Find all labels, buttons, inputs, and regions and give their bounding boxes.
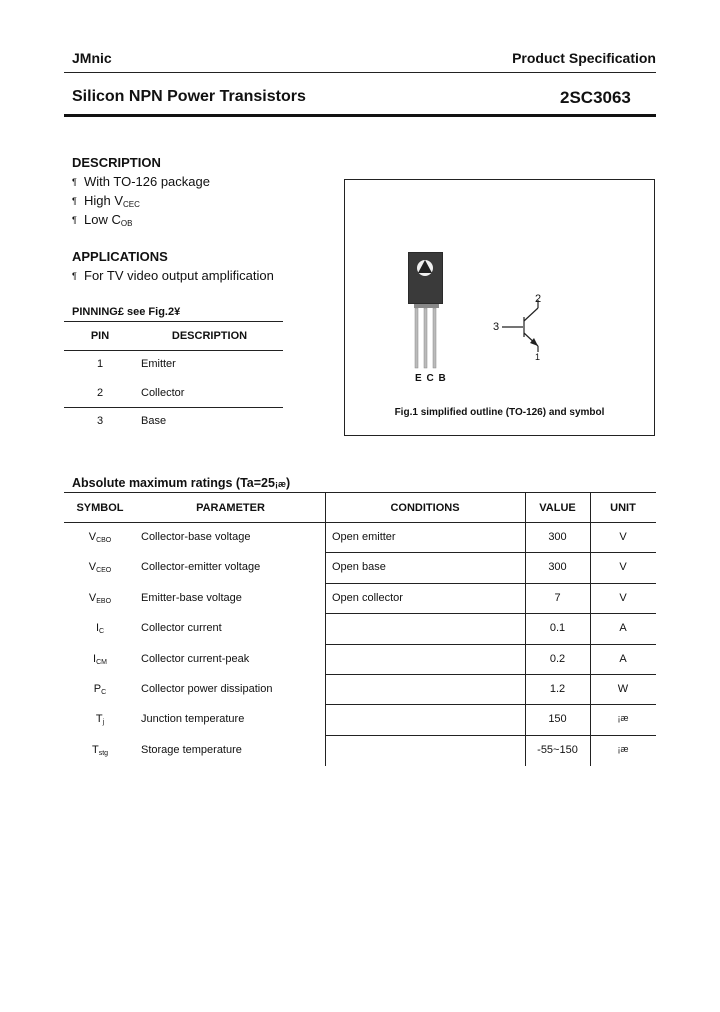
symbol-letter: P [93, 683, 102, 695]
unit-cell: W [617, 683, 629, 695]
parameter-cell: Collector current [141, 622, 222, 635]
table-row-rule [325, 552, 656, 553]
table-rule-top [64, 492, 656, 493]
doc-type: Product Specification [512, 50, 656, 66]
symbol-subscript: C [99, 628, 105, 636]
description-item: ¶ High $V_{CEC}$ [72, 193, 140, 209]
symbol-letter: T [91, 743, 99, 756]
symbol-letter: I [93, 652, 97, 665]
table-row-rule [325, 583, 656, 584]
table-row-rule [325, 704, 656, 705]
pin-description: Collector [141, 387, 185, 399]
pin-number: 3 [96, 415, 104, 427]
pin-description: Emitter [141, 358, 176, 370]
value-cell: 150 [548, 713, 567, 726]
conditions-column-header: CONDITIONS [390, 502, 460, 514]
unit-cell: ¡æ [617, 743, 629, 754]
pin-number: 2 [96, 387, 104, 399]
applications-heading: APPLICATIONS [72, 249, 168, 264]
ratings-table [64, 492, 656, 766]
value-column-header: VALUE [539, 502, 576, 514]
part-number: 2SC3063 [560, 88, 631, 107]
symbol-letter: V [88, 531, 97, 543]
pinning-rule-mid [64, 350, 283, 351]
symbol-subscript: j [102, 719, 105, 727]
symbol-letter: I [95, 622, 99, 635]
table-row-rule [325, 644, 656, 645]
table-row-rule [325, 735, 656, 736]
symbol-cell [64, 592, 136, 605]
symbol-pin-2-label: 2 [535, 293, 542, 305]
pin-description-column-header: DESCRIPTION [171, 330, 248, 342]
table-rule-header [64, 522, 656, 523]
figure-box [344, 179, 655, 436]
pinning-heading: PINNING£ see Fig.2¥ [72, 306, 181, 318]
value-cell: -55~150 [537, 743, 578, 756]
parameter-cell: Emitter-base voltage [141, 591, 242, 604]
unit-column-header: UNIT [610, 502, 636, 514]
conditions-cell: Open emitter [332, 531, 396, 543]
parameter-cell: Junction temperature [141, 713, 245, 726]
symbol-column-header: SYMBOL [76, 502, 124, 514]
unit-cell: ¡æ [617, 713, 629, 724]
symbol-letter: V [88, 591, 97, 604]
npn-transistor-symbol-icon [502, 300, 538, 352]
table-col-divider [325, 492, 326, 766]
header-rule [64, 72, 656, 73]
conditions-cell: Open collector [332, 591, 403, 604]
bullet-marker: ¶ [72, 215, 77, 225]
value-cell: 7 [554, 591, 561, 604]
page-title: Silicon NPN Power Transistors [72, 88, 306, 105]
parameter-cell: Collector power dissipation [141, 683, 273, 695]
symbol-cell [64, 653, 136, 666]
parameter-cell: Collector-emitter voltage [141, 561, 261, 574]
unit-cell: V [619, 561, 627, 574]
pin-description: Base [141, 415, 167, 427]
value-cell: 300 [548, 561, 567, 574]
table-row-rule [325, 674, 656, 675]
package-and-symbol-drawing [345, 180, 654, 435]
bullet-marker: ¶ [72, 271, 77, 281]
symbol-subscript: CM [96, 658, 107, 666]
title-rule [64, 114, 656, 117]
unit-cell: A [619, 622, 627, 635]
parameter-column-header: PARAMETER [196, 502, 265, 514]
unit-cell: V [619, 591, 627, 604]
bullet-marker: ¶ [72, 196, 77, 206]
value-cell: 0.2 [549, 652, 566, 665]
bullet-marker: ¶ [72, 177, 77, 187]
value-cell: 300 [548, 531, 567, 543]
symbol-subscript: CBO [96, 537, 112, 544]
symbol-cell [64, 531, 136, 544]
description-item: ¶ Low $C_{OB}$ [72, 212, 133, 228]
symbol-subscript: C [101, 689, 107, 696]
symbol-cell [64, 713, 136, 726]
symbol-cell [64, 622, 136, 635]
pin-column-header: PIN [90, 330, 110, 342]
value-cell: 0.1 [549, 622, 566, 635]
value-cell: 1.2 [549, 683, 566, 695]
symbol-letter: V [88, 561, 97, 574]
description-item: ¶ With TO-126 package [72, 174, 210, 189]
to126-package-icon [408, 252, 443, 368]
unit-cell: V [619, 531, 627, 543]
lead-labels: E C B [415, 373, 447, 384]
symbol-subscript: stg [98, 749, 109, 757]
parameter-cell: Collector-base voltage [141, 531, 251, 543]
conditions-cell: Open base [332, 561, 386, 574]
pinning-rule-top [64, 321, 283, 322]
table-row-rule [325, 613, 656, 614]
symbol-letter: T [95, 713, 103, 726]
symbol-subscript: CEO [96, 567, 112, 575]
symbol-cell [64, 744, 136, 757]
symbol-subscript: EBO [96, 597, 112, 605]
symbol-pin-1-label: 1 [535, 352, 541, 362]
pinning-rule-row [64, 407, 283, 408]
description-heading: DESCRIPTION [72, 155, 161, 170]
symbol-cell [64, 683, 136, 696]
applications-item: ¶ For TV video output amplification [72, 268, 274, 283]
parameter-cell: Storage temperature [141, 743, 242, 756]
company-name: JMnic [72, 50, 112, 66]
figure-caption: Fig.1 simplified outline (TO-126) and symbol [394, 407, 605, 418]
symbol-cell [64, 561, 136, 574]
parameter-cell: Collector current-peak [141, 652, 250, 665]
symbol-pin-3-label: 3 [493, 321, 500, 333]
ratings-heading: Absolute maximum ratings (Ta=25¡æ) [72, 476, 291, 490]
unit-cell: A [619, 652, 627, 665]
pin-number: 1 [96, 358, 104, 370]
